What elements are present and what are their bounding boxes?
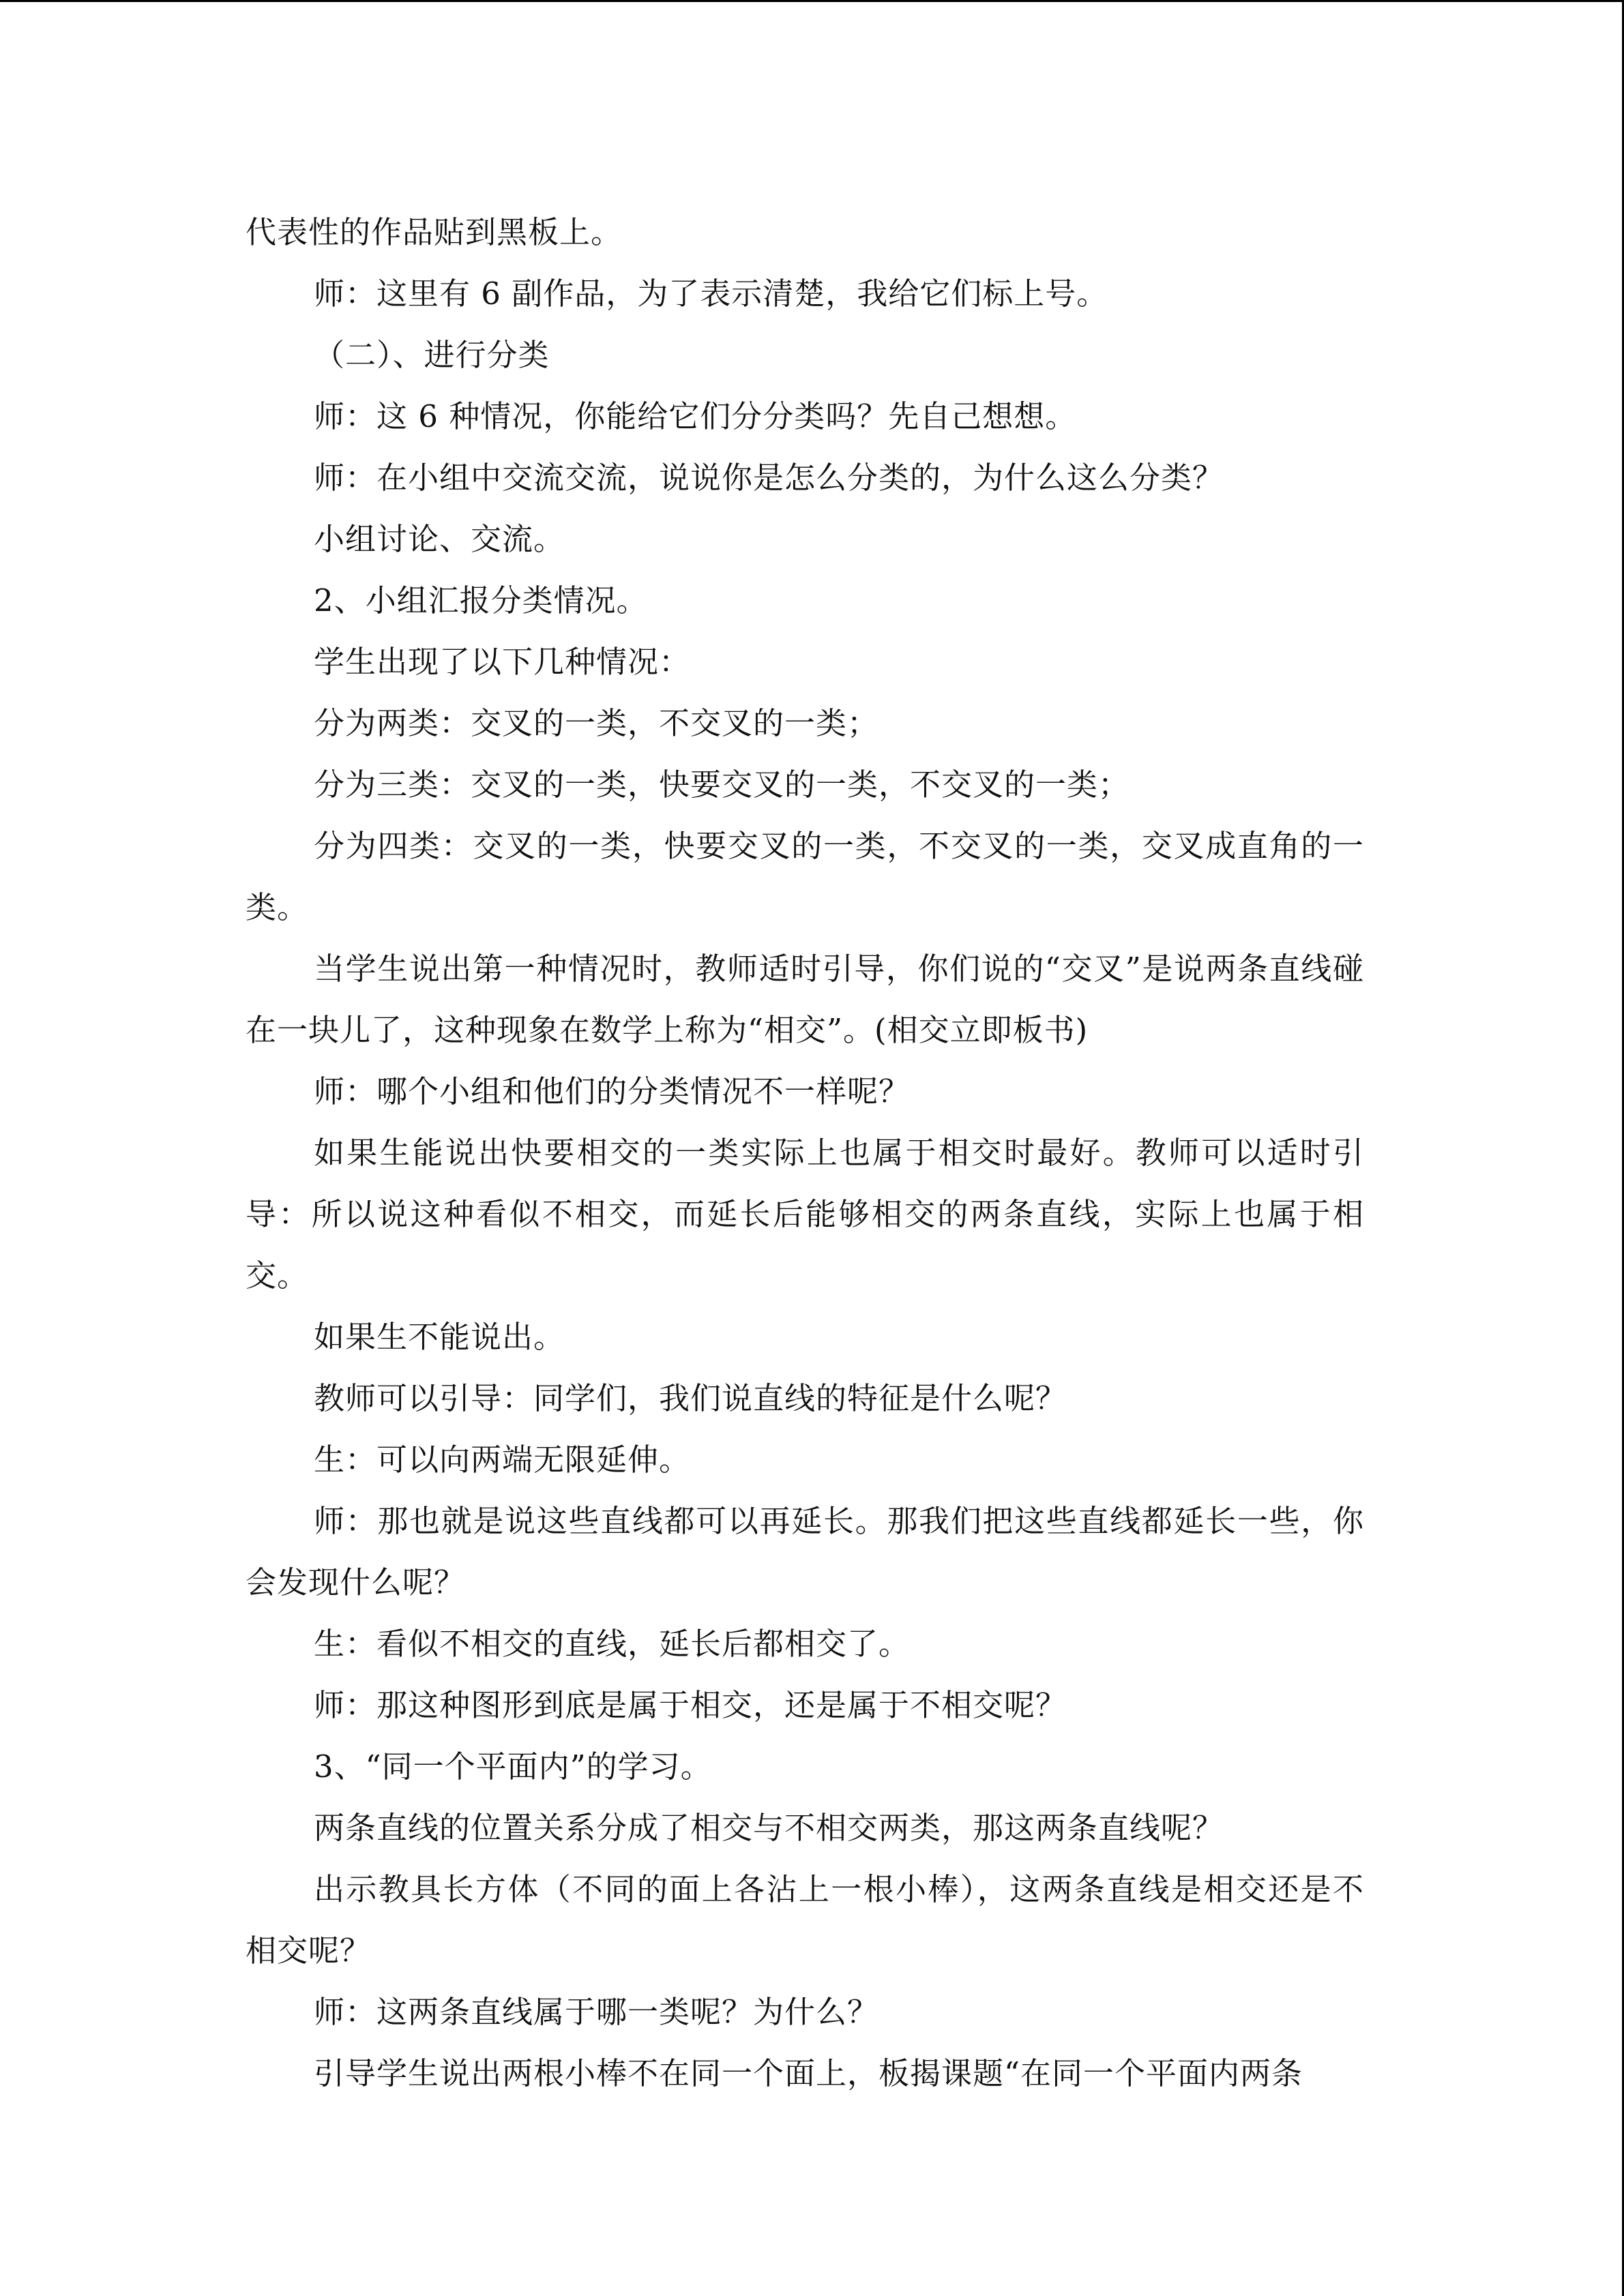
- paragraph-17: 师：那也就是说这些直线都可以再延长。那我们把这些直线都延长一些，你会发现什么呢？: [246, 1503, 1364, 1600]
- paragraph-13: 如果生能说出快要相交的一类实际上也属于相交时最好。教师可以适时引导：所以说这种看似不相交，而延长后能够相交的两条直线，实际上也属于相交。: [246, 1135, 1364, 1294]
- paragraph-3: 师：这 6 种情况，你能给它们分分类吗？先自己想想。: [314, 398, 1077, 434]
- paragraph-18: 生：看似不相交的直线，延长后都相交了。: [314, 1626, 911, 1662]
- section-heading: （二）、进行分类: [314, 337, 550, 373]
- paragraph-12: 师：哪个小组和他们的分类情况不一样呢？: [314, 1073, 911, 1109]
- paragraph-21: 两条直线的位置关系分成了相交与不相交两类，那这两条直线呢？: [314, 1810, 1224, 1846]
- paragraph-23: 师：这两条直线属于哪一类呢？为什么？: [314, 1994, 879, 2030]
- paragraph-15: 教师可以引导：同学们，我们说直线的特征是什么呢？: [314, 1380, 1067, 1416]
- paragraph-1: 师：这里有 6 副作品，为了表示清楚，我给它们标上号。: [314, 275, 1108, 312]
- paragraph-5: 小组讨论、交流。: [314, 521, 565, 557]
- paragraph-20: 3、“同一个平面内”的学习。: [314, 1748, 712, 1785]
- paragraph-4: 师：在小组中交流交流，说说你是怎么分类的，为什么这么分类？: [314, 460, 1224, 496]
- paragraph-9: 分为三类：交叉的一类，快要交叉的一类，不交叉的一类；: [314, 766, 1130, 803]
- paragraph-0: 代表性的作品贴到黑板上。: [246, 214, 623, 250]
- document-body: [246, 202, 1364, 2104]
- paragraph-8: 分为两类：交叉的一类，不交叉的一类；: [314, 705, 879, 741]
- paragraph-14: 如果生不能说出。: [314, 1319, 565, 1355]
- paragraph-7: 学生出现了以下几种情况：: [314, 644, 691, 680]
- paragraph-11: 当学生说出第一种情况时，教师适时引导，你们说的“交叉”是说两条直线碰在一块儿了，这种现象在数学上称为“相交”。(相交立即板书): [246, 951, 1364, 1048]
- paragraph-22: 出示教具长方体（不同的面上各沾上一根小棒），这两条直线是相交还是不相交呢？: [246, 1871, 1364, 1969]
- paragraph-19: 师：那这种图形到底是属于相交，还是属于不相交呢？: [314, 1687, 1067, 1723]
- paragraph-10: 分为四类：交叉的一类，快要交叉的一类，不交叉的一类，交叉成直角的一类。: [246, 828, 1364, 925]
- paragraph-24: 引导学生说出两根小棒不在同一个面上，板揭课题“在同一个平面内两条: [314, 2055, 1303, 2091]
- page-top-border: [0, 0, 1624, 2]
- paragraph-16: 生：可以向两端无限延伸。: [314, 1442, 691, 1478]
- paragraph-6: 2、小组汇报分类情况。: [314, 582, 648, 618]
